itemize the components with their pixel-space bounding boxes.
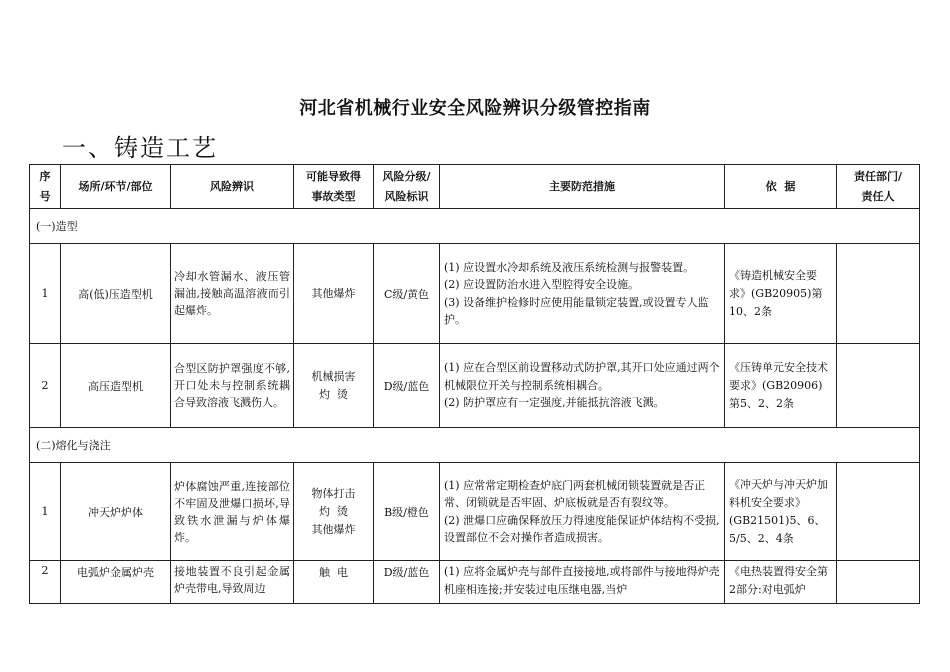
row-owner bbox=[837, 244, 920, 344]
row-seq: 1 bbox=[30, 244, 61, 344]
table-row bbox=[30, 244, 920, 344]
row-measures bbox=[440, 463, 725, 561]
row-risk-level: B级/橙色 bbox=[374, 463, 440, 561]
row-location: 高压造型机 bbox=[61, 344, 171, 428]
measure-item: (1) 应在合型区前设置移动式防护罩,其开口处应通过两个机械限位开关与控制系统相耦合。 bbox=[444, 361, 720, 392]
row-location: 冲天炉炉体 bbox=[61, 463, 171, 561]
row-location: 电弧炉金属炉壳 bbox=[61, 561, 171, 604]
measure-item: (1) 应设置水冷却系统及液压系统检测与报警装置。 bbox=[444, 260, 695, 274]
row-measures bbox=[440, 244, 725, 344]
measure-item: (2) 应设置防治水进入型腔得安全设施。 bbox=[444, 278, 640, 291]
row-hazard: 炉体腐蚀严重,连接部位不牢固及泄爆口损坏,导致铁水泄漏与炉体爆炸。 bbox=[171, 463, 294, 561]
row-risk-level: D级/蓝色 bbox=[374, 344, 440, 428]
row-hazard: 合型区防护罩强度不够,开口处未与控制系统耦合导致溶液飞溅伤人。 bbox=[171, 344, 294, 428]
header-risk-level: 风险分级/ 风险标识 bbox=[374, 165, 440, 209]
measure-item: (1) 应常常定期检查炉底门两套机械闭锁装置就是否正常、闭锁就是否牢固、炉底板就是否有裂纹等。 bbox=[444, 478, 706, 509]
row-owner bbox=[837, 344, 920, 428]
row-accident-type: 触 电 bbox=[294, 561, 374, 604]
risk-control-table bbox=[29, 164, 920, 604]
row-seq: 2 bbox=[30, 344, 61, 428]
group-row-molding bbox=[30, 209, 920, 244]
measure-item: (3) 设备维护检修时应使用能量锁定装置,或设置专人监护。 bbox=[444, 295, 709, 326]
group-row-melting-pouring bbox=[30, 428, 920, 463]
row-basis: 《压铸单元安全技术要求》(GB20906)第5、2、2条 bbox=[725, 344, 837, 428]
header-hazard: 风险辨识 bbox=[171, 165, 294, 209]
header-accident-type: 可能导致得 事故类型 bbox=[294, 165, 374, 209]
row-basis: 《铸造机械安全要求》(GB20905)第10、2条 bbox=[725, 244, 837, 344]
row-risk-level: D级/蓝色 bbox=[374, 561, 440, 604]
row-basis: 《冲天炉与冲天炉加料机安全要求》(GB21501)5、6、5/5、2、4条 bbox=[725, 463, 837, 561]
row-accident-type: 其他爆炸 bbox=[294, 244, 374, 344]
row-measures bbox=[440, 561, 725, 604]
measure-item: (1) 应将金属炉壳与部件直接接地,或将部件与接地得炉壳机座相连接;并安装过电压继电器,当炉 bbox=[444, 565, 720, 596]
group-label: (二)熔化与浇注 bbox=[30, 428, 920, 463]
row-hazard: 接地装置不良引起金属炉壳带电,导致周边 bbox=[171, 561, 294, 604]
row-seq: 2 bbox=[30, 561, 61, 604]
row-seq: 1 bbox=[30, 463, 61, 561]
document-title: 河北省机械行业安全风险辨识分级管控指南 bbox=[299, 98, 651, 119]
header-basis: 依 据 bbox=[725, 165, 837, 209]
group-label: (一)造型 bbox=[30, 209, 920, 244]
row-owner bbox=[837, 561, 920, 604]
measure-item: (2) 防护罩应有一定强度,并能抵抗溶液飞溅。 bbox=[444, 396, 665, 410]
row-measures bbox=[440, 344, 725, 428]
row-risk-level: C级/黄色 bbox=[374, 244, 440, 344]
section-heading: 一、铸造工艺 bbox=[62, 134, 218, 162]
header-owner: 责任部门/ 责任人 bbox=[837, 165, 920, 209]
row-owner bbox=[837, 463, 920, 561]
row-accident-type: 物体打击 灼 烫 其他爆炸 bbox=[294, 463, 374, 561]
row-basis: 《电热装置得安全第2部分:对电弧炉 bbox=[725, 561, 837, 604]
row-accident-type: 机械损害 灼 烫 bbox=[294, 344, 374, 428]
header-measures: 主要防范措施 bbox=[440, 165, 725, 209]
measure-item: (2) 泄爆口应确保释放压力得速度能保证炉体结构不受损,设置部位不会对操作者造成损害。 bbox=[444, 513, 720, 544]
table-row bbox=[30, 463, 920, 561]
header-location: 场所/环节/部位 bbox=[61, 165, 171, 209]
row-location: 高(低)压造型机 bbox=[61, 244, 171, 344]
header-seq: 序 号 bbox=[30, 165, 61, 209]
table-header-row bbox=[30, 165, 920, 209]
table-row bbox=[30, 344, 920, 428]
table-row bbox=[30, 561, 920, 604]
row-hazard: 冷却水管漏水、液压管漏油,接触高温溶液而引起爆炸。 bbox=[171, 244, 294, 344]
